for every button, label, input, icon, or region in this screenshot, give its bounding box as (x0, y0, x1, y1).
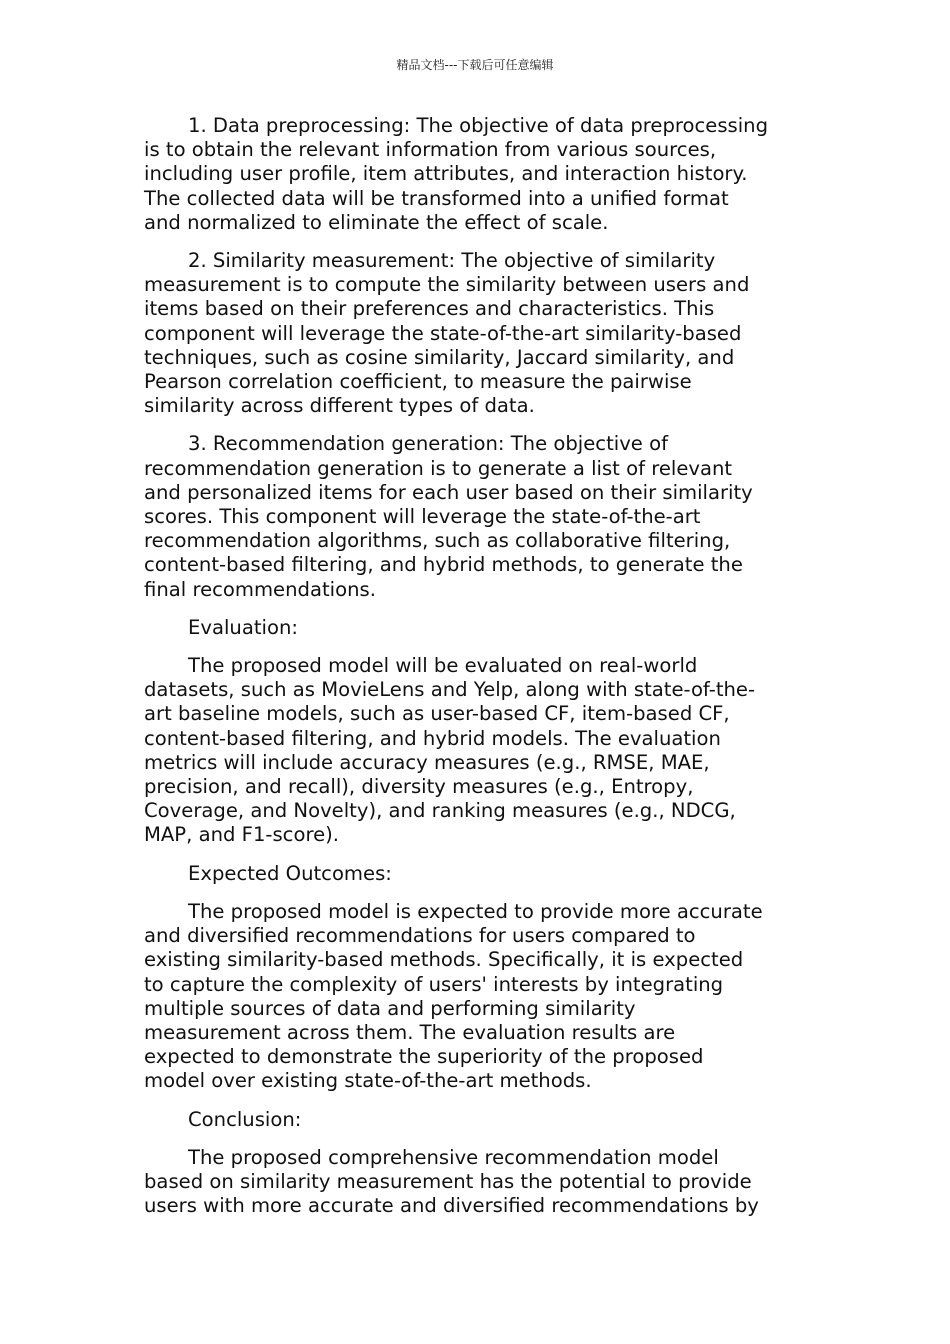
paragraph-expected-outcomes: The proposed model is expected to provide more accurate and diversified recommendations for users compared to existing similarity-based methods. Specifically, it is expected to capture the complexity of users' interests by integrating multiple sources of data and performing similarity measurement across them. The evaluation results are expected to demonstrate the superiority of the proposed model over existing state-of-the-art methods. (144, 899, 763, 1093)
paragraph-recommendation-generation: 3. Recommendation generation: The objective of recommendation generation is to generate a list of relevant and personalized items for each user based on their similarity scores. This component will leverage the state-of-the-art recommendation algorithms, such as collaborative filtering, content-based filtering, and hybrid methods, to generate the final recommendations. (144, 432, 753, 601)
paragraph-evaluation: The proposed model will be evaluated on real-world datasets, such as MovieLens and Yelp, along with state-of-the- art baseline models, such as user-based CF, item-based CF, content-based filtering, and hybrid models. The evaluation metrics will include accuracy measures (e.g., RMSE, MAE, precision, and recall), diversity measures (e.g., Entropy, Coverage, and Novelty), and ranking measures (e.g., NDCG, MAP, and F1-score). (144, 654, 756, 847)
document-body (144, 114, 808, 1232)
section-heading-expected-outcomes: Expected Outcomes: (188, 861, 392, 885)
section-heading-evaluation: Evaluation: (188, 615, 298, 639)
paragraph-similarity-measurement: 2. Similarity measurement: The objective of similarity measurement is to compute the similarity between users and items based on their preferences and characteristics. This component will leverage the state-of-the-art similarity-based techniques, such as cosine similarity, Jaccard similarity, and Pearson correlation coefficient, to measure the pairwise similarity across different types of data. (144, 249, 750, 418)
paragraph-conclusion: The proposed comprehensive recommendation model based on similarity measurement has the potential to provide users with more accurate and diversified recommendations by (144, 1145, 759, 1218)
section-heading-conclusion: Conclusion: (188, 1107, 302, 1131)
page-header: 精品文档---下载后可任意编辑 (396, 58, 554, 72)
paragraph-data-preprocessing: 1. Data preprocessing: The objective of data preprocessing is to obtain the relevant information from various sources, including user profile, item attributes, and interaction history. The collected data will be transformed into a unified format and normalized to eliminate the effect of scale. (144, 114, 769, 234)
